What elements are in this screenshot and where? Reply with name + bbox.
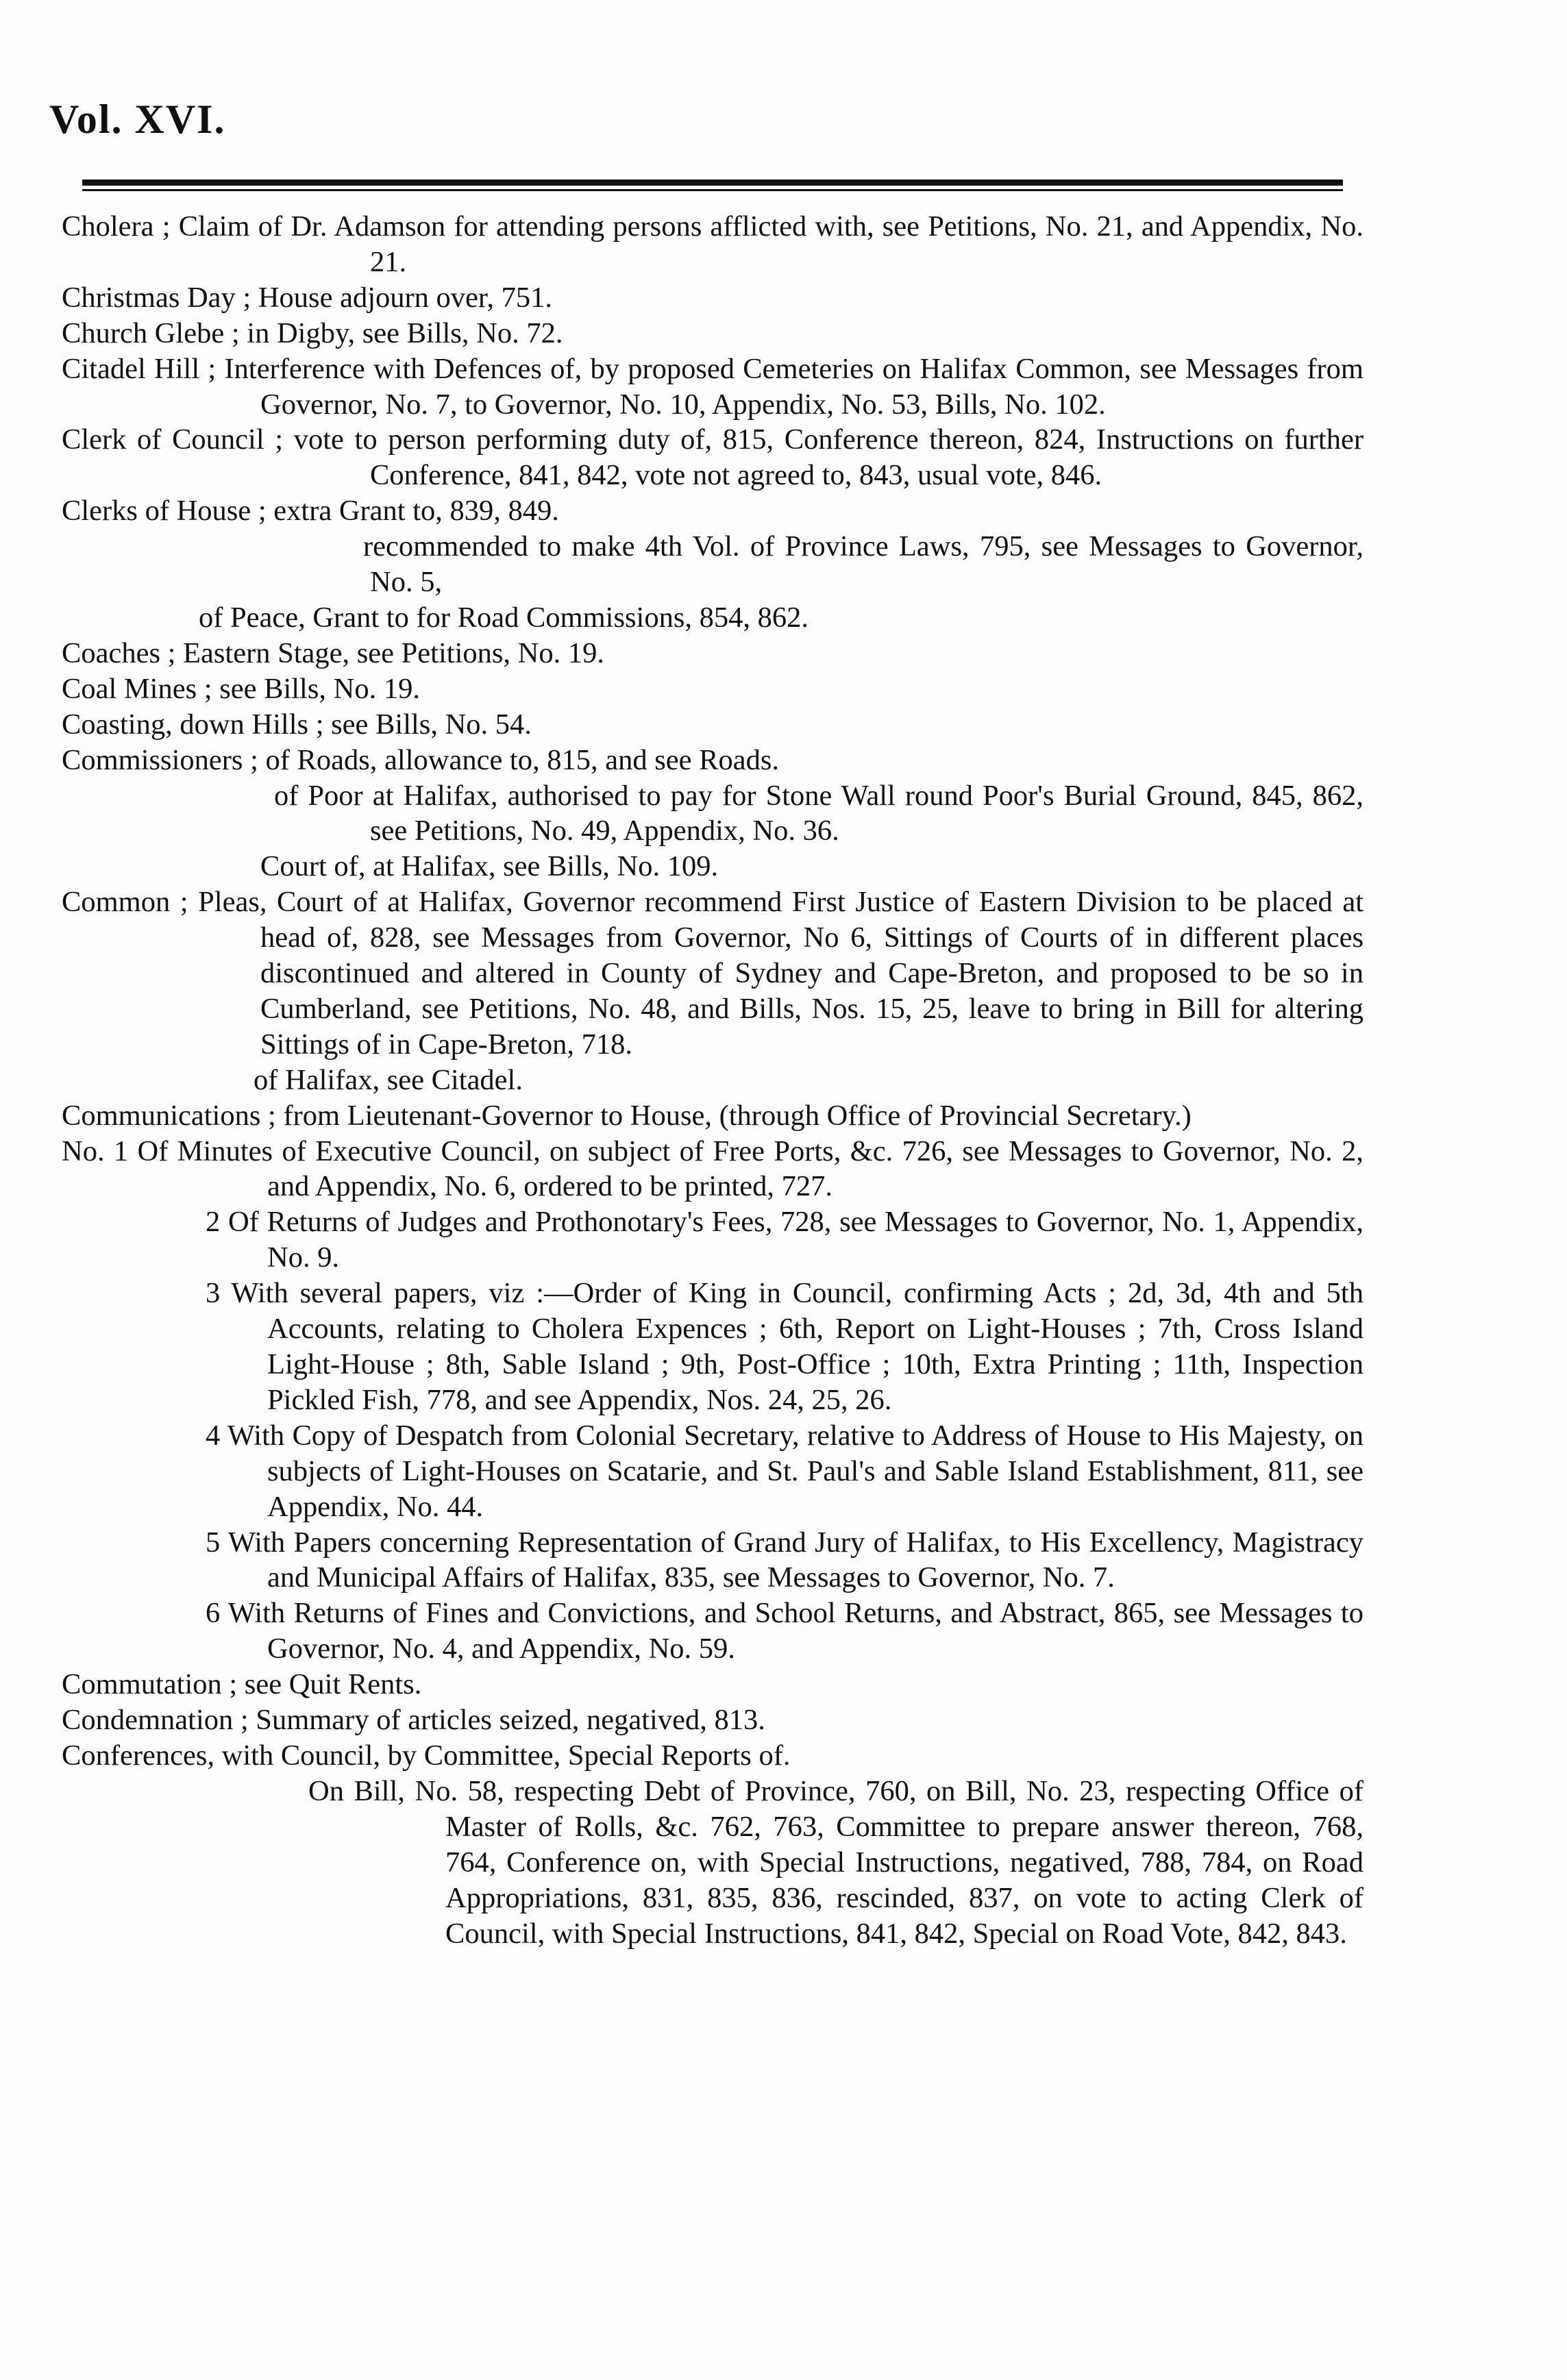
- index-subentry-commissioners-of-poor: of Poor at Halifax, authorised to pay for Stone Wall round Poor's Burial Ground, 845, 862, see Petitions, No. 49, Appendix, No. 36.: [274, 779, 1364, 847]
- index-subentry-commissioners-court: Court of, at Halifax, see Bills, No. 109.: [260, 850, 719, 883]
- index-entry-common: Common ; Pleas, Court of at Halifax, Governor recommend First Justice of Eastern Division to be placed at head of, 828, see Messages from Governor, No 6, Sittings of Courts of in different places discontinued and altered in County of Sydney and Cape-Breton, and proposed to be so in Cumberland, see Petitions, No. 48, and Bills, Nos. 15, 25, leave to bring in Bill for altering Sittings of in Cape-Breton, 718.: [62, 886, 1364, 1061]
- index-entry-cholera: Cholera ; Claim of Dr. Adamson for attending persons afflicted with, see Petitions, No. 21, and Appendix, No. 21.: [62, 210, 1364, 278]
- index-entry-church-glebe: Church Glebe ; in Digby, see Bills, No. 72.: [62, 317, 563, 349]
- index-body: [62, 209, 1364, 1951]
- index-entry-condemnation: Condemnation ; Summary of articles seized, negatived, 813.: [62, 1704, 765, 1737]
- header-rule-thin: [82, 189, 1343, 191]
- index-entry-coal-mines: Coal Mines ; see Bills, No. 19.: [62, 672, 420, 705]
- index-communication-2: 2 Of Returns of Judges and Prothonotary's Fees, 728, see Messages to Governor, No. 1, Appendix, No. 9.: [206, 1206, 1364, 1274]
- index-communication-6: 6 With Returns of Fines and Convictions, and School Returns, and Abstract, 865, see Messages to Governor, No. 4, and Appendix, No. 59.: [206, 1597, 1364, 1665]
- index-entry-coaches: Coaches ; Eastern Stage, see Petitions, No. 19.: [62, 636, 604, 669]
- index-entry-christmas-day: Christmas Day ; House adjourn over, 751.: [62, 281, 552, 314]
- index-subentry-conferences-bills: On Bill, No. 58, respecting Debt of Province, 760, on Bill, No. 23, respecting Office of Master of Rolls, &c. 762, 763, Committee to prepare answer thereon, 768, 764, Conference on, with Special Instructions, negatived, 788, 784, on Road Appropriations, 831, 835, 836, rescinded, 837, on vote to acting Clerk of Council, with Special Instructions, 841, 842, Special on Road Vote, 842, 843.: [308, 1774, 1364, 1950]
- volume-header: Vol. XVI.: [49, 97, 226, 142]
- index-communication-4: 4 With Copy of Despatch from Colonial Secretary, relative to Address of House to His Majesty, on subjects of Light-Houses on Scatarie, and St. Paul's and Sable Island Establishment, 811, see Appendix, No. 44.: [206, 1419, 1364, 1523]
- index-entry-clerks-of-house: Clerks of House ; extra Grant to, 839, 849.: [62, 495, 559, 528]
- index-entry-coasting: Coasting, down Hills ; see Bills, No. 54.: [62, 708, 532, 741]
- index-entry-clerk-of-council: Clerk of Council ; vote to person performing duty of, 815, Conference thereon, 824, Instructions on further Conference, 841, 842, vote not agreed to, 843, usual vote, 846.: [62, 423, 1364, 492]
- index-communication-1: No. 1 Of Minutes of Executive Council, on subject of Free Ports, &c. 726, see Messages to Governor, No. 2, and Appendix, No. 6, ordered to be printed, 727.: [62, 1135, 1364, 1203]
- index-subentry-common-of-halifax: of Halifax, see Citadel.: [254, 1063, 523, 1096]
- index-subentry-clerks-province-laws: recommended to make 4th Vol. of Province Laws, 795, see Messages to Governor, No. 5,: [363, 530, 1364, 599]
- index-entry-communications: Communications ; from Lieutenant-Governor to House, (through Office of Provincial Secretary.): [62, 1099, 1192, 1132]
- index-subentry-clerks-of-peace: of Peace, Grant to for Road Commissions, 854, 862.: [199, 601, 809, 634]
- index-entry-citadel-hill: Citadel Hill ; Interference with Defences of, by proposed Cemeteries on Halifax Common, see Messages from Governor, No. 7, to Governor, No. 10, Appendix, No. 53, Bills, No. 102.: [62, 352, 1364, 421]
- index-entry-commutation: Commutation ; see Quit Rents.: [62, 1668, 422, 1701]
- index-communication-5: 5 With Papers concerning Representation of Grand Jury of Halifax, to His Excellency, Magistracy and Municipal Affairs of Halifax, 835, see Messages to Governor, No. 7.: [206, 1526, 1364, 1594]
- index-entry-conferences: Conferences, with Council, by Committee, Special Reports of.: [62, 1739, 791, 1772]
- index-communication-3: 3 With several papers, viz :—Order of King in Council, confirming Acts ; 2d, 3d, 4th and 5th Accounts, relating to Cholera Expences ; 6th, Report on Light-Houses ; 7th, Cross Island Light-House ; 8th, Sable Island ; 9th, Post-Office ; 10th, Extra Printing ; 11th, Inspection Pickled Fish, 778, and see Appendix, Nos. 24, 25, 26.: [206, 1277, 1364, 1416]
- index-entry-commissioners: Commissioners ; of Roads, allowance to, 815, and see Roads.: [62, 743, 779, 776]
- header-rule-thick: [82, 179, 1343, 186]
